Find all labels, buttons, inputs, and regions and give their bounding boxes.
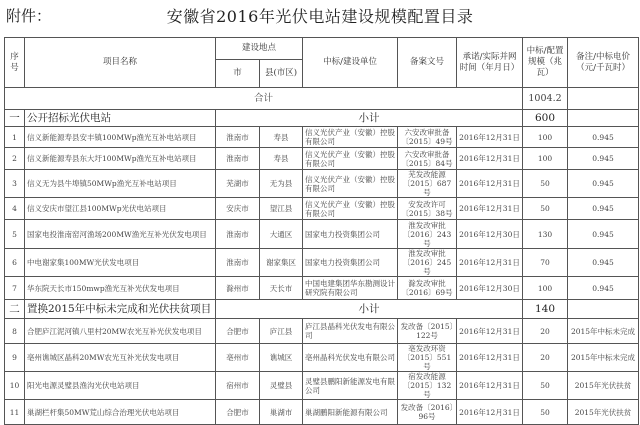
scale-mw: 50 xyxy=(523,400,568,425)
filing-number: 六安改审批备〔2015〕84号 xyxy=(398,148,457,170)
empty-cell xyxy=(568,110,639,127)
header-county: 县(市区) xyxy=(260,60,303,88)
total-row xyxy=(5,88,639,110)
header-no: 序号 xyxy=(5,38,25,88)
construction-unit: 信义光伏产业（安徽）控股有限公司 xyxy=(303,127,398,148)
header-scale: 中标/配置规模（兆瓦） xyxy=(523,38,568,88)
section-no: 二 xyxy=(5,300,25,319)
construction-unit: 巢湖鹏阳新能源有限公司 xyxy=(303,400,398,425)
city: 淮南市 xyxy=(216,127,260,148)
note-price: 2015年中标未完成 xyxy=(568,344,639,372)
county: 巢湖市 xyxy=(260,400,303,425)
note-price: 0.945 xyxy=(568,220,639,249)
project-name: 亳州谯城区晶科20MW农光互补光伏发电项目 xyxy=(25,344,216,372)
table-row xyxy=(5,372,639,400)
county: 庐江县 xyxy=(260,319,303,344)
table-row xyxy=(5,170,639,198)
attachment-label: 附件： xyxy=(6,7,52,25)
city: 宿州市 xyxy=(216,372,260,400)
note-price: 0.945 xyxy=(568,127,639,148)
filing-number: 芜发改能源〔2015〕687号 xyxy=(398,170,457,198)
note-price: 0.945 xyxy=(568,249,639,277)
city: 淮南市 xyxy=(216,220,260,249)
table-row xyxy=(5,400,639,425)
county: 谢家集区 xyxy=(260,249,303,277)
subtotal-value: 140 xyxy=(523,300,568,319)
row-no: 2 xyxy=(5,148,25,170)
scale-mw: 100 xyxy=(523,148,568,170)
construction-unit: 信义光伏产业（安徽）控股有限公司 xyxy=(303,148,398,170)
county: 望江县 xyxy=(260,198,303,220)
section-row xyxy=(5,300,639,319)
construction-unit: 信义光伏产业（安徽）控股有限公司 xyxy=(303,170,398,198)
subtotal-label: 小计 xyxy=(216,300,523,319)
row-no: 9 xyxy=(5,344,25,372)
header-time: 承诺/实际并网时间（年月日） xyxy=(457,38,523,88)
grid-connection-time: 2016年12月31日 xyxy=(457,319,523,344)
filing-number: 发改备〔2016〕96号 xyxy=(398,400,457,425)
header-name: 项目名称 xyxy=(25,38,216,88)
note-price: 2015年中标未完成 xyxy=(568,319,639,344)
county: 寿县 xyxy=(260,148,303,170)
subtotal-value: 600 xyxy=(523,110,568,127)
row-no: 5 xyxy=(5,220,25,249)
row-no: 11 xyxy=(5,400,25,425)
project-name: 信义新能源寿县东大圩100MWp渔光互补电站项目 xyxy=(25,148,216,170)
project-name: 中电谢家集100MW光伏发电项目 xyxy=(25,249,216,277)
city: 芜湖市 xyxy=(216,170,260,198)
grid-connection-time: 2016年12月31日 xyxy=(457,249,523,277)
note-price: 0.945 xyxy=(568,198,639,220)
construction-unit: 国家电力投资集团公司 xyxy=(303,220,398,249)
project-name: 国家电投淮南窑河渔场200MW渔光互补光伏发电项目 xyxy=(25,220,216,249)
city: 合肥市 xyxy=(216,319,260,344)
empty-cell xyxy=(568,300,639,319)
county: 寿县 xyxy=(260,127,303,148)
table-row xyxy=(5,277,639,300)
project-name: 阳光电源灵璧县渔沟光伏电站项目 xyxy=(25,372,216,400)
city: 滁州市 xyxy=(216,277,260,300)
section-row xyxy=(5,110,639,127)
grid-connection-time: 2016年12月31日 xyxy=(457,372,523,400)
total-value: 1004.2 xyxy=(523,88,568,110)
scale-mw: 20 xyxy=(523,344,568,372)
project-name: 信义无为县牛埠镇50MWp渔光互补电站项目 xyxy=(25,170,216,198)
table-row xyxy=(5,220,639,249)
scale-mw: 50 xyxy=(523,170,568,198)
row-no: 7 xyxy=(5,277,25,300)
county: 谯城区 xyxy=(260,344,303,372)
grid-connection-time: 2016年12月31日 xyxy=(457,400,523,425)
county: 无为县 xyxy=(260,170,303,198)
county: 天长市 xyxy=(260,277,303,300)
scale-mw: 20 xyxy=(523,319,568,344)
note-price: 0.945 xyxy=(568,277,639,300)
note-price: 2015年光伏扶贫 xyxy=(568,400,639,425)
section-no: 一 xyxy=(5,110,25,127)
grid-connection-time: 2016年12月31日 xyxy=(457,127,523,148)
city: 合肥市 xyxy=(216,400,260,425)
county: 大通区 xyxy=(260,220,303,249)
grid-connection-time: 2016年12月31日 xyxy=(457,198,523,220)
grid-connection-time: 2016年12月31日 xyxy=(457,148,523,170)
city: 亳州市 xyxy=(216,344,260,372)
note-price: 0.945 xyxy=(568,170,639,198)
filing-number: 亳发改环资〔2015〕551号 xyxy=(398,344,457,372)
page-title: 安徽省2016年光伏电站建设规模配置目录 xyxy=(166,7,474,26)
table-row xyxy=(5,319,639,344)
row-no: 10 xyxy=(5,372,25,400)
filing-number: 滁发改审批〔2016〕69号 xyxy=(398,277,457,300)
section-name: 公开招标光伏电站 xyxy=(25,110,216,127)
scale-mw: 130 xyxy=(523,220,568,249)
construction-unit: 信义光伏产业（安徽）控股有限公司 xyxy=(303,198,398,220)
construction-unit: 庐江县晶科光伏发电有限公司 xyxy=(303,319,398,344)
scale-mw: 50 xyxy=(523,198,568,220)
table-row xyxy=(5,344,639,372)
project-name: 信义新能源寿县安丰镇100MWp渔光互补电站项目 xyxy=(25,127,216,148)
header-location: 建设地点 xyxy=(216,38,303,60)
filing-number: 淮发改审批〔2016〕243号 xyxy=(398,220,457,249)
construction-unit: 亳州晶科光伏发电有限公司 xyxy=(303,344,398,372)
project-name: 巢湖栏杆集50MW荒山综合治理光伏电站项目 xyxy=(25,400,216,425)
scale-mw: 70 xyxy=(523,249,568,277)
filing-number: 六安改审批备〔2015〕49号 xyxy=(398,127,457,148)
table-row xyxy=(5,249,639,277)
filing-number: 发改备〔2015〕122号 xyxy=(398,319,457,344)
city: 淮南市 xyxy=(216,148,260,170)
row-no: 3 xyxy=(5,170,25,198)
city: 淮南市 xyxy=(216,249,260,277)
construction-unit: 中国电建集团华东勘测设计研究院有限公司 xyxy=(303,277,398,300)
filing-number: 宿发改能源〔2015〕132号 xyxy=(398,372,457,400)
empty-cell xyxy=(568,88,639,110)
grid-connection-time: 2016年12月31日 xyxy=(457,170,523,198)
grid-connection-time: 2016年12月30日 xyxy=(457,220,523,249)
scale-mw: 50 xyxy=(523,372,568,400)
subtotal-label: 小计 xyxy=(216,110,523,127)
table-row xyxy=(5,127,639,148)
project-table xyxy=(4,37,639,425)
total-label: 合计 xyxy=(5,88,523,110)
filing-number: 淮发改审批〔2016〕245号 xyxy=(398,249,457,277)
project-name: 华东院天长市150mwp渔光互补光伏发电项目 xyxy=(25,277,216,300)
grid-connection-time: 2016年12月30日 xyxy=(457,277,523,300)
city: 安庆市 xyxy=(216,198,260,220)
row-no: 4 xyxy=(5,198,25,220)
project-name: 合肥庐江泥河镇八里村20MW农光互补光伏发电项目 xyxy=(25,319,216,344)
header-unit: 中标/建设单位 xyxy=(303,38,398,88)
header-city: 市 xyxy=(216,60,260,88)
construction-unit: 灵璧县鹏阳新能源发电有限公司 xyxy=(303,372,398,400)
construction-unit: 国家电力投资集团公司 xyxy=(303,249,398,277)
note-price: 2015年光伏扶贫 xyxy=(568,372,639,400)
header-filing: 备案文号 xyxy=(398,38,457,88)
table-row xyxy=(5,198,639,220)
grid-connection-time: 2016年12月31日 xyxy=(457,344,523,372)
table-row xyxy=(5,148,639,170)
row-no: 8 xyxy=(5,319,25,344)
header-note: 备注/中标电价（元/千瓦时） xyxy=(568,38,639,88)
project-name: 信义安庆市望江县100MWp光伏电站项目 xyxy=(25,198,216,220)
scale-mw: 100 xyxy=(523,277,568,300)
scale-mw: 100 xyxy=(523,127,568,148)
note-price: 0.945 xyxy=(568,148,639,170)
row-no: 6 xyxy=(5,249,25,277)
section-name: 置换2015年中标未完成和光伏扶贫项目 xyxy=(25,300,216,319)
filing-number: 安发改许可〔2015〕38号 xyxy=(398,198,457,220)
row-no: 1 xyxy=(5,127,25,148)
county: 灵璧县 xyxy=(260,372,303,400)
